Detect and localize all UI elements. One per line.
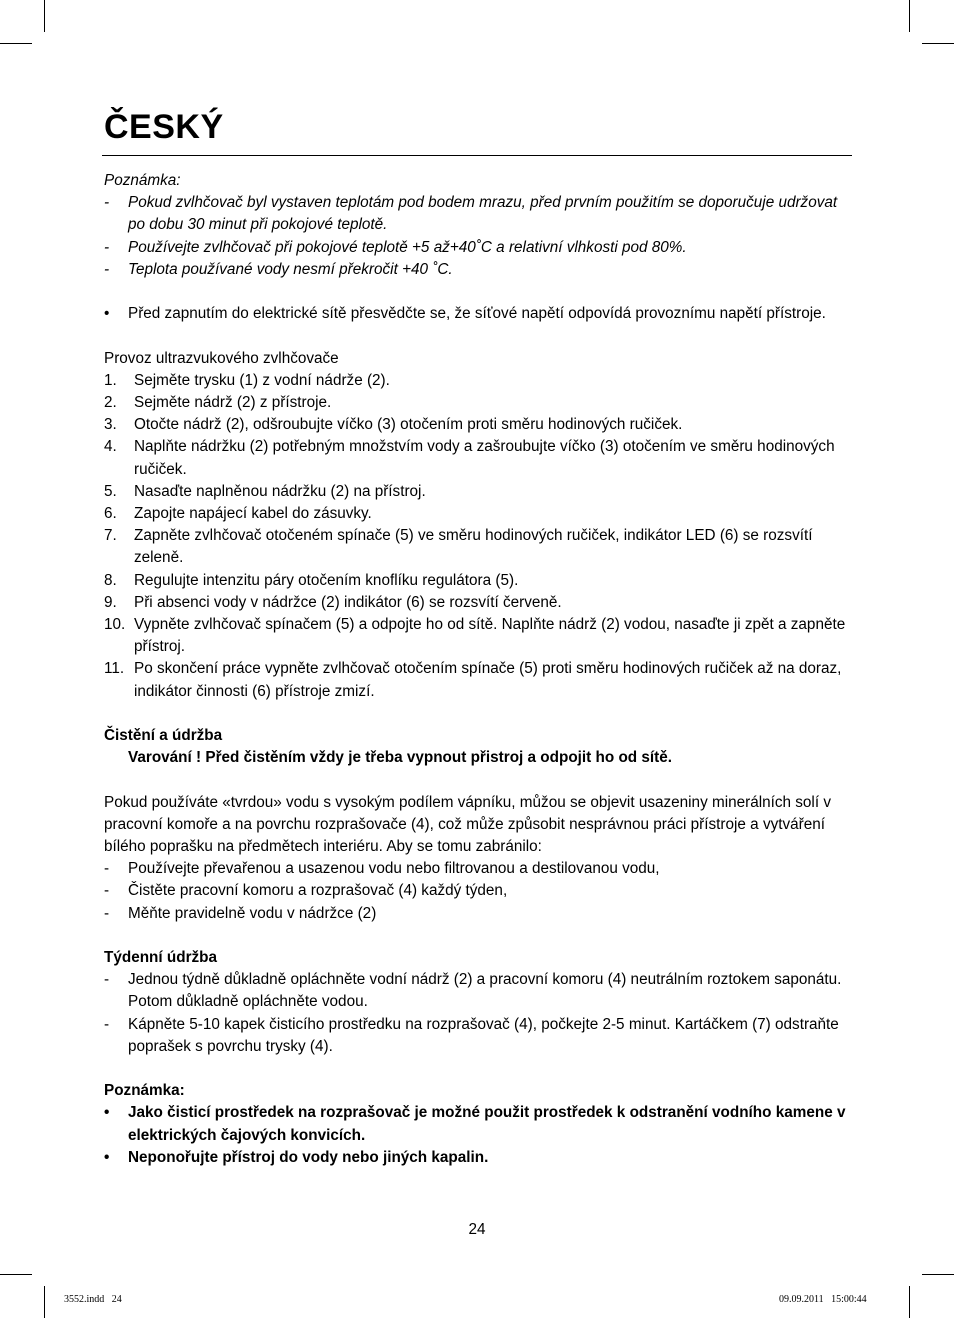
step-item (104, 481, 856, 503)
step-item (104, 392, 856, 414)
step-text: Při absenci vody v nádržce (2) indikátor (6) se rozsvítí červeně. (134, 593, 562, 611)
list-item (104, 192, 856, 236)
step-number: 3. (104, 416, 117, 434)
warning-text: Varování ! Před čistěním vždy je třeba vypnout přistroj a odpojit ho od sítě. (128, 749, 672, 767)
crop-mark (44, 1286, 45, 1318)
step-item (104, 658, 856, 702)
step-text: Zapojte napájecí kabel do zásuvky. (134, 505, 372, 523)
cleaning-item: Používejte převařenou a usazenou vodu nebo filtrovanou a destilovanou vodu, (128, 860, 660, 878)
dash-marker: - (104, 1015, 110, 1033)
note-text: Neponořujte přístroj do vody nebo jiných kapalin. (128, 1148, 489, 1166)
list-item (104, 259, 856, 281)
page-number: 24 (468, 1221, 486, 1238)
list-item (104, 969, 856, 1013)
note-text: Používejte zvlhčovač při pokojové teplotě +5 až+40˚C a relativní vlhkosti pod 80%. (128, 238, 687, 256)
list-item (104, 858, 856, 880)
list-item (104, 303, 856, 325)
dash-marker: - (104, 238, 110, 256)
dash-marker: - (104, 971, 110, 989)
slug-file: 3552.indd 24 (64, 1294, 122, 1305)
step-number: 10. (104, 616, 126, 634)
crop-mark (922, 43, 954, 44)
step-number: 8. (104, 571, 117, 589)
section-heading-weekly: Týdenní údržba (104, 949, 218, 967)
list-item (104, 880, 856, 902)
weekly-item: Kápněte 5-10 kapek čisticího prostředku na rozprašovač (4), počkejte 2-5 minut. Kartáčkem (7) odstraňte poprašek s povrchu trysky (4). (128, 1015, 839, 1055)
step-item (104, 414, 856, 436)
note-heading: Poznámka: (104, 1082, 185, 1100)
crop-mark (44, 0, 45, 32)
step-text: Sejměte nádrž (2) z přístroje. (134, 394, 332, 411)
list-item (104, 1147, 856, 1169)
title-rule (102, 155, 852, 156)
dash-marker: - (104, 904, 110, 922)
operation-steps (104, 370, 856, 703)
document-body (104, 170, 856, 1169)
step-item (104, 592, 856, 614)
list-item (104, 1014, 856, 1058)
step-item (104, 525, 856, 569)
step-item (104, 503, 856, 525)
crop-mark (0, 1274, 32, 1275)
dash-marker: - (104, 882, 110, 900)
cleaning-item: Čistěte pracovní komoru a rozprašovač (4) každý týden, (128, 882, 508, 900)
step-text: Naplňte nádržku (2) potřebným množstvím vody a zašroubujte víčko (3) otočením ve směru hodinových ručiček. (134, 438, 835, 478)
step-number: 2. (104, 394, 117, 411)
step-text: Po skončení práce vypněte zvlhčovač otočením spínače (5) proti směru hodinových ručiček až na doraz, indikátor činnosti (6) přístroje zmizí. (134, 660, 842, 700)
cleaning-item: Měňte pravidelně vodu v nádržce (2) (128, 904, 377, 922)
cleaning-paragraph: Pokud používáte «tvrdou» vodu s vysokým podílem vápníku, můžou se objevit usazeniny minerálních solí v pracovní komoře a na povrchu rozprašovače (4), což může způsobit nesprávnou práci přístroje a vytváření bílého poprašku na předmětech interiéru. Aby se tomu zabránilo: (104, 793, 831, 856)
bullet-marker: • (104, 305, 110, 323)
section-heading-operation: Provoz ultrazvukového zvlhčovače (104, 349, 339, 367)
note-text: Teplota používané vody nesmí překročit +40 ˚C. (128, 260, 453, 278)
step-number: 1. (104, 371, 117, 389)
step-text: Nasaďte naplněnou nádržku (2) na přístroj. (134, 482, 426, 500)
bullet-text: Před zapnutím do elektrické sítě přesvědčte se, že síťové napětí odpovídá provoznímu napětí přístroje. (128, 305, 826, 323)
step-item (104, 436, 856, 480)
section-heading-cleaning: Čistění a údržba (104, 727, 223, 745)
dash-marker: - (104, 860, 110, 878)
list-item (104, 903, 856, 925)
step-text: Sejměte trysku (1) z vodní nádrže (2). (134, 371, 390, 389)
step-item (104, 370, 856, 392)
note-text: Jako čisticí prostředek na rozprašovač je možné použit prostředek k odstranění vodního kamene v elektrických čajových konvicích. (128, 1104, 846, 1144)
step-number: 9. (104, 593, 117, 611)
step-number: 5. (104, 482, 117, 500)
step-item (104, 570, 856, 592)
step-number: 4. (104, 438, 117, 456)
weekly-item: Jednou týdně důkladně opláchněte vodní nádrž (2) a pracovní komoru (4) neutrálním roztokem saponátu. Potom důkladně opláchněte vodou. (128, 971, 842, 1011)
crop-mark (922, 1274, 954, 1275)
crop-mark (909, 1286, 910, 1318)
crop-mark (0, 43, 32, 44)
step-number: 7. (104, 527, 117, 545)
step-text: Vypněte zvlhčovač spínačem (5) a odpojte ho od sítě. Naplňte nádrž (2) vodou, nasaďte ji zpět a zapněte přístroj. (134, 616, 846, 656)
step-number: 6. (104, 505, 117, 523)
bullet-marker: • (104, 1104, 110, 1122)
crop-mark (909, 0, 910, 32)
step-item (104, 614, 856, 658)
note-heading: Poznámka: (104, 172, 181, 189)
step-number: 11. (104, 660, 125, 678)
dash-marker: - (104, 194, 110, 212)
slug-timestamp: 09.09.2011 15:00:44 (779, 1294, 867, 1305)
bullet-marker: • (104, 1148, 110, 1166)
step-text: Otočte nádrž (2), odšroubujte víčko (3) otočením proti směru hodinových ručiček. (134, 416, 683, 434)
list-item (104, 237, 856, 259)
dash-marker: - (104, 260, 110, 278)
step-text: Regulujte intenzitu páry otočením knoflíku regulátora (5). (134, 571, 519, 589)
note-text: Pokud zvlhčovač byl vystaven teplotám pod bodem mrazu, před prvním použitím se doporučuje udržovat po dobu 30 minut při pokojové teplotě. (128, 194, 838, 234)
list-item (104, 1102, 856, 1146)
page-title: ČESKÝ (104, 108, 224, 146)
step-text: Zapněte zvlhčovač otočeném spínače (5) ve směru hodinových ručiček, indikátor LED (6) se rozsvítí zeleně. (134, 527, 813, 567)
